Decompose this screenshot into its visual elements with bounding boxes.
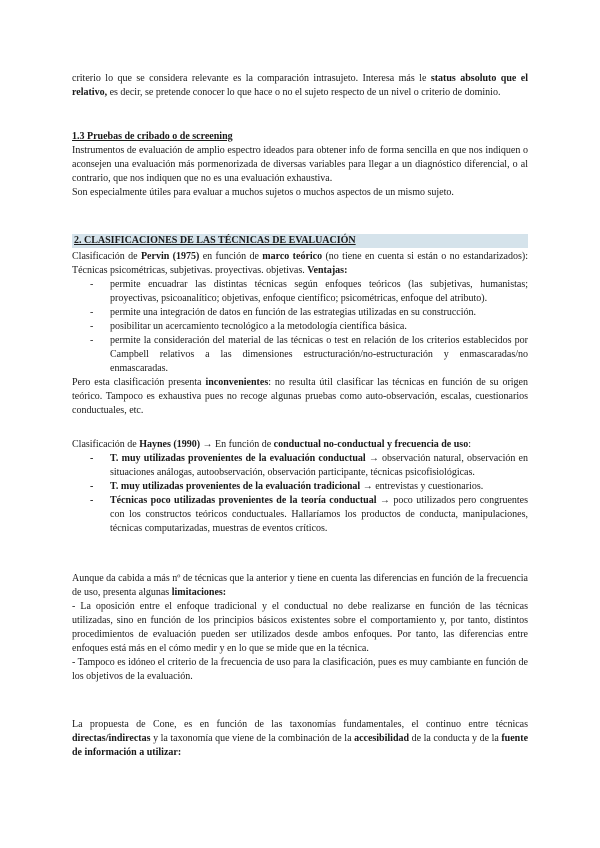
haynes-item-title: Técnicas poco utilizadas provenientes de la teoría conductual (110, 495, 377, 506)
cone-text-1: La propuesta de Cone, es en función de las taxonomías fundamentales, el continuo entre técnicas (72, 719, 528, 730)
section-1-3-heading: 1.3 Pruebas de cribado o de screening (72, 131, 233, 142)
list-item: - posibilitar un acercamiento tecnológico a la metodología científica básica. (72, 320, 528, 334)
pervin-author: Pervin (1975) (140, 251, 200, 262)
cone-accesibilidad: accesibilidad (354, 733, 410, 744)
haynes-item-title: T. muy utilizadas provenientes de la evaluación tradicional (110, 481, 361, 492)
ventajas-list (72, 278, 528, 376)
pervin-ventajas-label: Ventajas: (307, 265, 348, 276)
intro-text-1: criterio lo que se considera relevante es la comparación intrasujeto. Interesa más le (72, 73, 431, 84)
pervin-text-2: en función de (199, 251, 263, 262)
pervin-text-3: (no tiene en cuenta si están o no estandarizados): Técnicas psicométricas, subjetivas. proyectivas. objetivas. (72, 251, 528, 276)
haynes-text-2: → En función de (200, 439, 274, 450)
cone-text-3: de la conducta y de la (409, 733, 502, 744)
section-2 (72, 234, 528, 248)
haynes-item-text: → observación natural, observación en situaciones análogas, autoobservación, observación participante, técnicas psicofisiológicas. (110, 453, 528, 478)
list-item: - permite una integración de datos en función de las estrategias utilizadas en su construcción. (72, 306, 528, 320)
list-item (72, 480, 528, 494)
screening-paragraph: Instrumentos de evaluación de amplio espectro ideados para obtener info de forma sencilla en que nos indiquen o aconsejen una evaluación más pormenorizada de diversas variables para llegar a un diagnóstico diferencial, o al contrario, que nos indiquen que no es una evaluación exhaustiva. (72, 145, 528, 184)
intro-paragraph (72, 72, 528, 100)
haynes-paragraph (72, 438, 528, 536)
list-item: - permite encuadrar las distintas técnicas según enfoques teóricos (las subjetivas, humanistas; proyectivas, psicoanalítico; objetivas, enfoque científico; psicométricas, enfoque del atributo). (72, 278, 528, 306)
haynes-text-1: Clasificación de (72, 439, 140, 450)
limit-item-2: - Tampoco es idóneo el criterio de la frecuencia de uso para la clasificación, pues es muy cambiante en función de los objetivos de la evaluación. (72, 657, 528, 682)
limit-label: limitaciones: (171, 587, 227, 598)
section-2-heading: 2. CLASIFICACIONES DE LAS TÉCNICAS DE EVALUACIÓN (72, 234, 528, 248)
intro-text-2: es decir, se pretende conocer lo que hace o no el sujeto respecto de un nivel o criterio de dominio. (107, 87, 501, 98)
list-item (72, 494, 528, 536)
cone-directas: directas/indirectas (72, 733, 151, 744)
section-1-3 (72, 130, 528, 200)
list-item (72, 452, 528, 480)
haynes-list (72, 452, 528, 536)
inconv-text-1: Pero esta clasificación presenta (72, 377, 206, 388)
inconv-label: inconvenientes (205, 377, 269, 388)
pervin-paragraph (72, 250, 528, 418)
screening-usefulness: Son especialmente útiles para evaluar a muchos sujetos o muchos aspectos de un mismo sujeto. (72, 187, 454, 198)
pervin-marco: marco teórico (262, 251, 323, 262)
haynes-item-title: T. muy utilizadas provenientes de la evaluación conductual (110, 453, 366, 464)
limit-item-1: - La oposición entre el enfoque tradicional y el conductual no debe realizarse en función de las técnicas utilizadas, sino en función de los principios básicos existentes sobre el comportamiento y, por tanto, distintos procedimientos de evaluación pueden ser utilizados desde ambos enfoques. Por tanto, las diferencias entre enfoques está más en el cómo medir y en lo que se mide que en la técnica. (72, 601, 528, 654)
pervin-text-1: Clasificación de (72, 251, 141, 262)
haynes-criterio: conductual no-conductual y frecuencia de uso (273, 439, 469, 450)
cone-fuente: fuente de información a utilizar: (72, 733, 529, 758)
inconv-text-2: : no resulta útil clasificar las técnicas en función de su origen teórico. Tampoco es exhaustiva pues no recoge algunas pruebas como auto-observación, escalas, cuestionarios conductuales, etc. (72, 377, 528, 416)
cone-paragraph (72, 718, 528, 760)
haynes-text-3: : (468, 439, 471, 450)
list-item: - permite la consideración del material de las técnicas o test en relación de los criterios establecidos por Campbell relativos a las dimensiones estructuración/no-estructuración y enmascaradas/no enmascaradas. (72, 334, 528, 376)
limit-text-1: Aunque da cabida a más nº de técnicas que la anterior y tiene en cuenta las diferencias en función de la frecuencia de uso, presenta algunas (72, 573, 528, 598)
intro-bold-status: status absoluto que el relativo, (72, 73, 529, 98)
cone-text-2: y la taxonomía que viene de la combinación de la (150, 733, 355, 744)
haynes-item-text: → poco utilizados pero congruentes con los constructos teóricos conductuales. Hallaríamos los productos de conducta, manipulaciones, técnicas computarizadas, muestras de eventos críticos. (110, 495, 529, 534)
limitaciones-paragraph (72, 572, 528, 684)
haynes-author: Haynes (1990) (139, 439, 201, 450)
haynes-item-text: → entrevistas y cuestionarios. (360, 481, 484, 492)
